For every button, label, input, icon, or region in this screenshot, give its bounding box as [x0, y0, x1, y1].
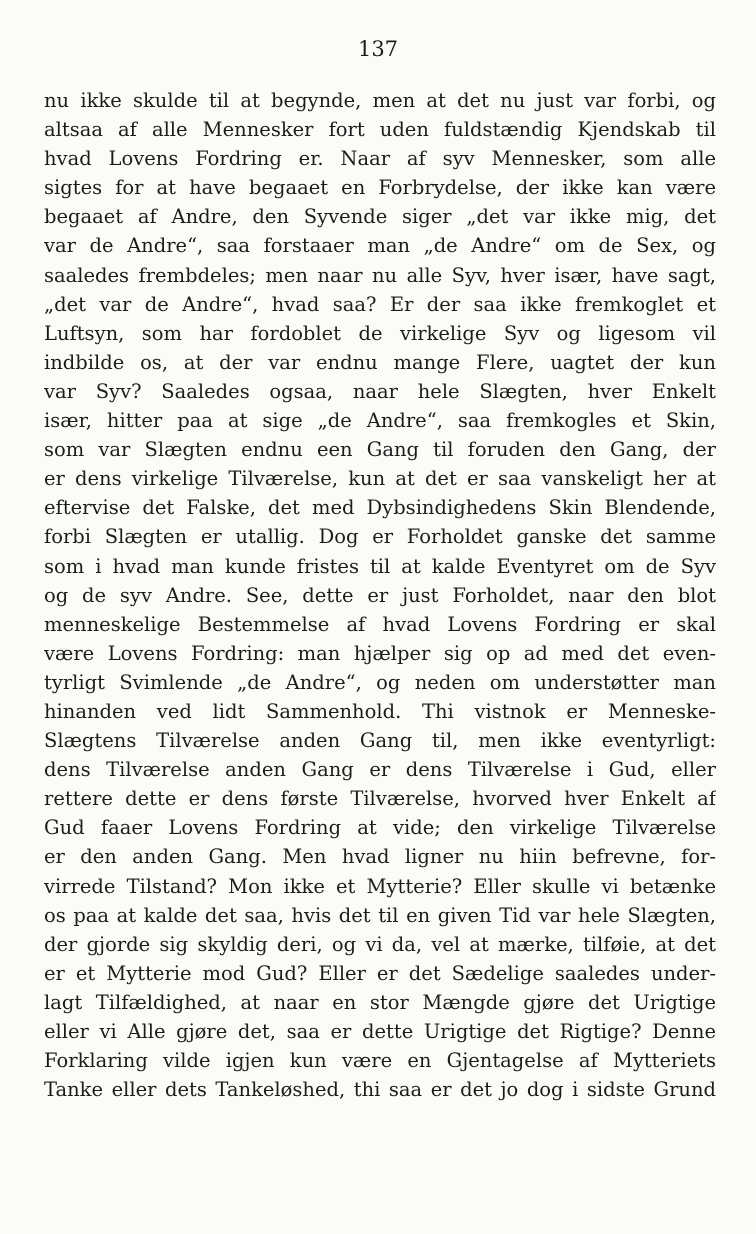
text-line: være Lovens Fordring: man hjælper sig op ad med det even-: [44, 641, 716, 665]
text-line: Slægtens Tilværelse anden Gang til, men ikke eventyrligt:: [44, 729, 716, 753]
text-line: især, hitter paa at sige „de Andre“, saa fremkogles et Skin,: [44, 409, 716, 433]
text-line: var Syv? Saaledes ogsaa, naar hele Slægten, hver Enkelt: [44, 379, 716, 403]
text-line: Gud faaer Lovens Fordring at vide; den virkelige Tilværelse: [44, 816, 716, 840]
text-line: Luftsyn, som har fordoblet de virkelige Syv og ligesom vil: [44, 321, 716, 345]
text-line: menneskelige Bestemmelse af hvad Lovens Fordring er skal: [44, 612, 716, 636]
text-line: som var Slægten endnu een Gang til foruden den Gang, der: [44, 438, 716, 462]
text-line: nu ikke skulde til at begynde, men at det nu just var forbi, og: [44, 89, 716, 112]
text-line: Forklaring vilde igjen kun være en Gjentagelse af Mytteriets: [44, 1049, 716, 1073]
text-line: eftervise det Falske, det med Dybsindighedens Skin Blendende,: [44, 496, 716, 520]
page-number: 137: [357, 37, 399, 61]
text-line: Tanke eller dets Tankeløshed, thi saa er det jo dog i sidste Grund: [44, 1078, 716, 1102]
text-line: dens Tilværelse anden Gang er dens Tilværelse i Gud, eller: [44, 758, 716, 782]
text-line: og de syv Andre. See, dette er just Forholdet, naar den blot: [44, 583, 716, 607]
text-line: eller vi Alle gjøre det, saa er dette Urigtige det Rigtige? Denne: [44, 1020, 716, 1043]
text-line: altsaa af alle Mennesker fort uden fuldstændig Kjendskab til: [44, 118, 716, 142]
text-line: var de Andre“, saa forstaaer man „de Andre“ om de Sex, og: [44, 234, 716, 258]
text-line: rettere dette er dens første Tilværelse, hvorved hver Enkelt af: [44, 787, 716, 811]
body-text: [44, 86, 716, 1104]
text-line: tyrligt Svimlende „de Andre“, og neden om understøtter man: [44, 670, 716, 694]
text-line: er dens virkelige Tilværelse, kun at det er saa vanskeligt her at: [44, 467, 716, 491]
text-line: som i hvad man kunde fristes til at kalde Eventyret om de Syv: [44, 554, 716, 578]
text-line: os paa at kalde det saa, hvis det til en given Tid var hele Slægten,: [44, 903, 716, 927]
text-line: „det var de Andre“, hvad saa? Er der saa ikke fremkoglet et: [44, 292, 716, 316]
text-line: er den anden Gang. Men hvad ligner nu hiin befrevne, for-: [44, 845, 716, 869]
text-line: saaledes frembdeles; men naar nu alle Syv, hver især, have sagt,: [44, 263, 716, 287]
text-line: hinanden ved lidt Sammenhold. Thi vistnok er Menneske-: [44, 699, 716, 723]
text-line: er et Mytterie mod Gud? Eller er det Sædelige saaledes under-: [44, 961, 716, 985]
text-line: hvad Lovens Fordring er. Naar af syv Mennesker, som alle: [44, 147, 716, 171]
text-line: der gjorde sig skyldig deri, og vi da, vel at mærke, tilføie, at det: [44, 932, 716, 956]
text-line: forbi Slægten er utallig. Dog er Forholdet ganske det samme: [44, 525, 716, 549]
text-line: lagt Tilfældighed, at naar en stor Mængde gjøre det Urigtige: [44, 990, 716, 1014]
text-line: virrede Tilstand? Mon ikke et Mytterie? Eller skulle vi betænke: [44, 874, 716, 898]
text-line: sigtes for at have begaaet en Forbrydelse, der ikke kan være: [44, 176, 716, 200]
text-line: begaaet af Andre, den Syvende siger „det var ikke mig, det: [44, 205, 716, 229]
text-line: indbilde os, at der var endnu mange Flere, uagtet der kun: [44, 350, 716, 374]
